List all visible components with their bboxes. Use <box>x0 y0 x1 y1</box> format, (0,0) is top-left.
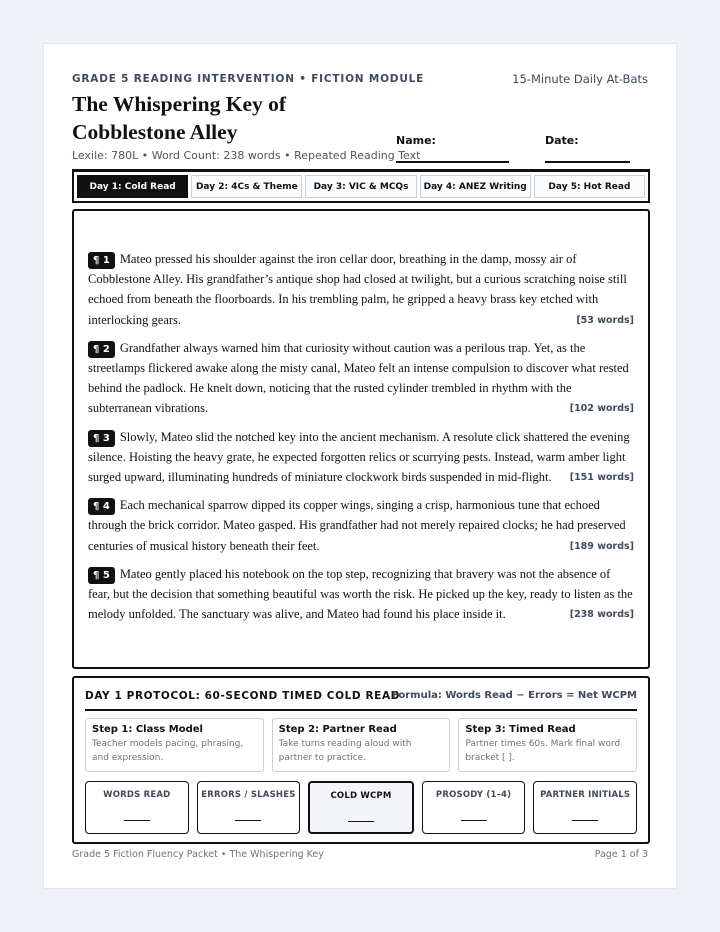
score-box-label: ERRORS / SLASHES <box>201 790 296 800</box>
protocol-steps <box>85 718 637 772</box>
step-description: Take turns reading aloud with partner to practice. <box>278 739 412 763</box>
paragraph <box>88 249 634 330</box>
partner-initials-box[interactable] <box>533 781 637 834</box>
worksheet-page <box>43 43 677 889</box>
protocol-header <box>85 678 637 711</box>
text-meta: Lexile: 780L • Word Count: 238 words • Repeated Reading Text <box>72 149 421 162</box>
step-title: Step 1: Class Model <box>92 724 203 735</box>
step-title: Step 3: Timed Read <box>465 724 576 735</box>
step-title: Step 2: Partner Read <box>278 724 397 735</box>
score-box-label: PROSODY (1–4) <box>435 790 512 800</box>
word-count-marker: [151 words] <box>569 472 634 484</box>
score-blank[interactable] <box>124 820 150 821</box>
word-count-marker: [189 words] <box>569 540 634 552</box>
step-card <box>272 718 451 772</box>
paragraph <box>88 338 634 419</box>
paragraph-number: ¶ 3 <box>88 430 115 447</box>
name-line[interactable] <box>396 149 509 163</box>
footer-packet-name: Grade 5 Fiction Fluency Packet • The Whispering Key <box>72 849 324 860</box>
step-card <box>85 718 264 772</box>
paragraph-text: Mateo pressed his shoulder against the iron cellar door, breathing in the damp, mossy air of Cobblestone Alley. His grandfather’s antique shop had closed at twilight, but a curious scratching noise still echoed from beneath the floorboards. In his trembling palm, he gripped a heavy brass key etched with interlocking gears. <box>88 252 627 327</box>
paragraph-number: ¶ 4 <box>88 498 115 515</box>
score-blank[interactable] <box>572 820 598 821</box>
step-card <box>458 718 637 772</box>
footer-page-number: Page 1 of 3 <box>594 849 648 860</box>
paragraph-text: Grandfather always warned him that curiosity without caution was a perilous trap. Yet, as the streetlamps flickered awake along the misty canal, Mateo felt an intense compulsion to discover what rested behind the padlock. He knelt down, noticing that the rusted cylinder trembled in rhythm with the subterranean vibrations. <box>88 340 629 416</box>
score-blank[interactable] <box>348 821 374 822</box>
score-blank[interactable] <box>461 820 487 821</box>
tab-day-3[interactable]: Day 3: VIC & MCQs <box>305 175 416 198</box>
word-count-marker: [238 words] <box>569 609 634 621</box>
paragraph-number: ¶ 5 <box>88 567 115 584</box>
step-description: Teacher models pacing, phrasing, and expression. <box>92 739 244 763</box>
errors-box[interactable] <box>197 781 301 834</box>
step-description: Partner times 60s. Mark final word bracket [ ]. <box>465 739 621 763</box>
score-boxes <box>85 781 637 834</box>
prosody-box[interactable] <box>422 781 526 834</box>
score-box-label: PARTNER INITIALS <box>540 790 631 800</box>
wcpm-formula: Formula: Words Read − Errors = Net WCPM <box>391 690 637 701</box>
paragraph-text: Each mechanical sparrow dipped its copper wings, singing a crisp, harmonious tune that echoed through the brick corridor. Mateo gasped. His grandfather had not merely repaired clocks; he had preserved centuries of musical history beneath their feet. <box>88 498 626 553</box>
session-length: 15-Minute Daily At-Bats <box>512 72 648 86</box>
page-title: The Whispering Key of Cobblestone Alley <box>72 92 287 144</box>
date-field[interactable] <box>545 134 630 163</box>
date-label: Date: <box>545 134 579 147</box>
tab-day-4[interactable]: Day 4: ANEZ Writing <box>420 175 531 198</box>
paragraph-number: ¶ 1 <box>88 252 115 269</box>
day-tabs <box>72 169 650 203</box>
tab-day-5[interactable]: Day 5: Hot Read <box>534 175 645 198</box>
paragraph-number: ¶ 2 <box>88 341 115 358</box>
tab-day-1[interactable]: Day 1: Cold Read <box>77 175 188 198</box>
module-kicker: GRADE 5 READING INTERVENTION • FICTION MODULE <box>72 73 425 85</box>
protocol-panel <box>72 676 650 844</box>
score-blank[interactable] <box>235 820 261 821</box>
reading-passage <box>72 209 650 669</box>
score-box-label: WORDS READ <box>103 790 171 800</box>
protocol-title: DAY 1 PROTOCOL: 60-SECOND TIMED COLD READ <box>85 690 400 702</box>
paragraph <box>88 427 634 488</box>
word-count-marker: [102 words] <box>569 403 634 415</box>
name-label: Name: <box>396 134 436 147</box>
cold-wcpm-box[interactable] <box>308 781 414 834</box>
paragraph <box>88 495 634 556</box>
paragraph-text: Mateo gently placed his notebook on the top step, recognizing that bravery was not the absence of fear, but the decision that something beautiful was worth the risk. He picked up the key, ready to listen as the melody unfolded. The sanctuary was alive, and Mateo had found his place inside it. <box>88 566 633 622</box>
date-line[interactable] <box>545 149 630 163</box>
words-read-box[interactable] <box>85 781 189 834</box>
word-count-marker: [53 words] <box>576 314 634 326</box>
name-field[interactable] <box>396 134 509 163</box>
paragraph <box>88 564 634 625</box>
paragraph-text: Slowly, Mateo slid the notched key into the ancient mechanism. A resolute click shattered the evening silence. Hoisting the heavy grate, he expected forgotten relics or scurrying pests. Instead, warm amber light surged upward, illuminating hundreds of miniature clockwork birds suspended in mid-flight. <box>88 429 630 485</box>
score-box-label: COLD WCPM <box>330 791 392 801</box>
tab-day-2[interactable]: Day 2: 4Cs & Theme <box>191 175 302 198</box>
